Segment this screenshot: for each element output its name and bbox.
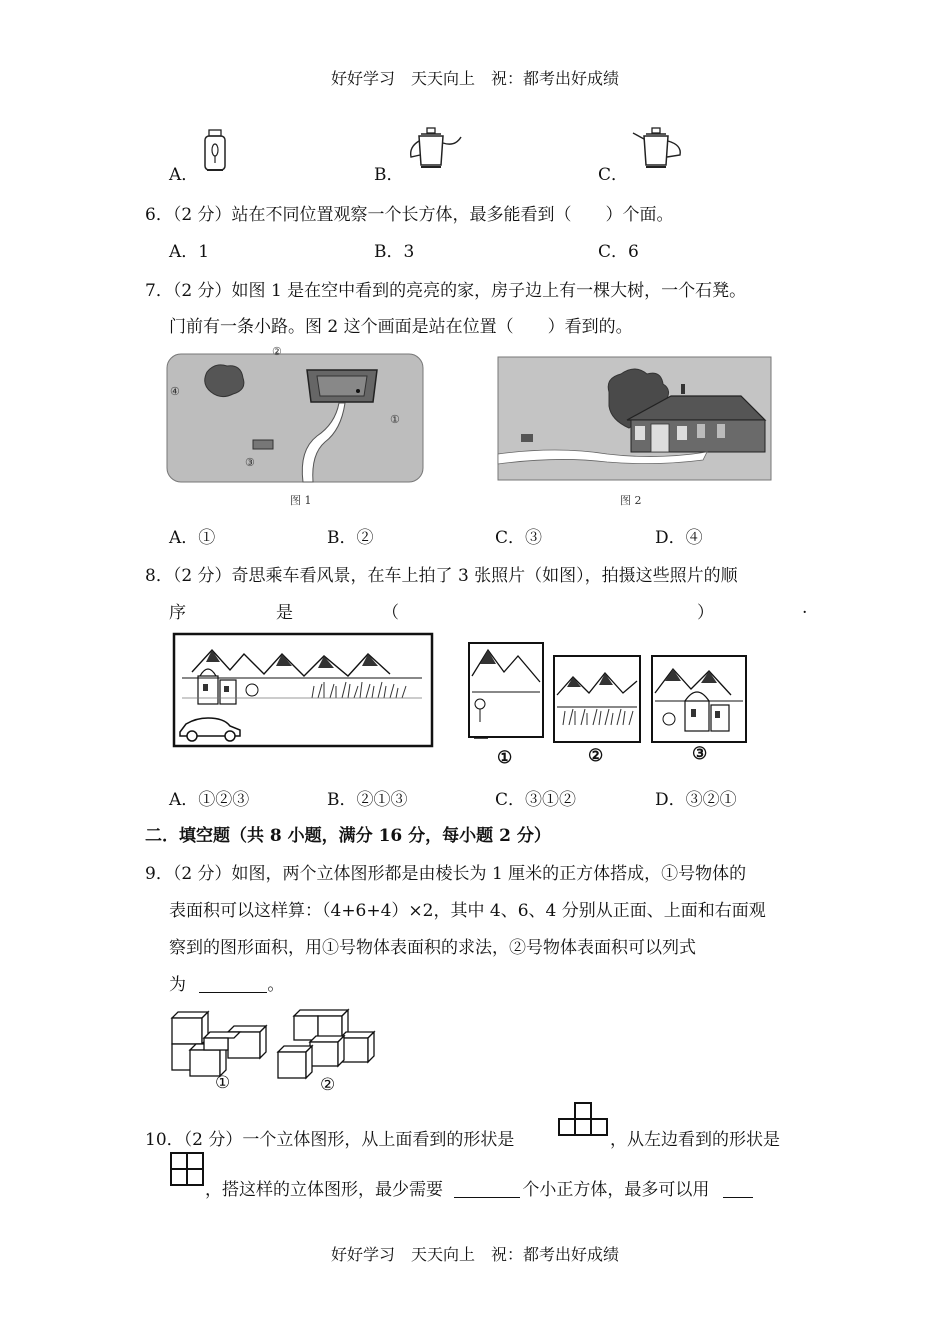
- section-2-title: 二．填空题（共 8 小题，满分 16 分，每小题 2 分）: [145, 826, 551, 846]
- scenery-panorama-image: [172, 632, 434, 748]
- q10-line2-part-a: ，搭这样的立体图形，最少需要: [205, 1180, 443, 1200]
- figure-1-caption: 图 1: [290, 494, 312, 507]
- q5-option-c-label: C．: [598, 165, 629, 185]
- position-2-marker: ②: [272, 345, 282, 358]
- q7-option-c: C．③: [495, 528, 543, 548]
- q5-option-a-label: A．: [169, 165, 199, 185]
- q8-option-c: C．③①②: [495, 790, 577, 810]
- q6-option-b: B．3: [374, 242, 415, 262]
- position-1-marker: ①: [390, 413, 400, 426]
- photo-2-image: [553, 655, 641, 747]
- q8-paren-close: ）: [697, 603, 714, 623]
- q8-option-a: A．①②③: [169, 790, 250, 810]
- q9-stem-line3: 察到的图形面积，用①号物体表面积的求法，②号物体表面积可以列式: [169, 938, 696, 958]
- cube-figure-2: [274, 1008, 378, 1084]
- photo-3-label: ③: [692, 744, 708, 764]
- q9-line4-prefix: 为: [169, 975, 186, 995]
- q6-option-a: A．1: [169, 242, 210, 262]
- page-footer: 好好学习 天天向上 祝：都考出好成绩: [331, 1245, 620, 1264]
- photo-3-image: [651, 655, 747, 747]
- figure-2-ground-view: [497, 356, 773, 482]
- q10-max-cubes-blank[interactable]: [723, 1179, 753, 1198]
- cube-figure-1-label: ①: [215, 1073, 231, 1093]
- q8-word-xu: 序: [169, 603, 186, 623]
- q10-line2-part-b: 个小正方体，最多可以用: [522, 1180, 710, 1200]
- q7-stem-line2: 门前有一条小路。图 2 这个画面是站在位置（ ）看到的。: [169, 317, 633, 337]
- q8-stem-line1: 8．（2 分）奇思乘车看风景，在车上拍了 3 张照片（如图），拍摄这些照片的顺: [145, 566, 738, 586]
- top-view-shape-icon: [558, 1101, 608, 1137]
- q5-option-b-label: B．: [374, 165, 404, 185]
- cube-figure-1: [170, 1010, 270, 1078]
- q8-word-shi: 是: [276, 603, 293, 623]
- q6-option-c: C．6: [598, 242, 639, 262]
- q10-stem-line1-b: ，从左边看到的形状是: [610, 1130, 780, 1150]
- q9-stem-line1: 9．（2 分）如图，两个立体图形都是由棱长为 1 厘米的正方体搭成，①号物体的: [145, 864, 747, 884]
- page-header: 好好学习 天天向上 祝：都考出好成绩: [331, 69, 620, 88]
- position-4-marker: ④: [170, 385, 180, 398]
- q9-stem-line4: [169, 970, 284, 995]
- teapot-front-view-icon: [200, 128, 230, 174]
- q7-stem-line1: 7．（2 分）如图 1 是在空中看到的亮亮的家，房子边上有一棵大树，一个石凳。: [145, 281, 747, 301]
- q6-stem: 6．（2 分）站在不同位置观察一个长方体，最多能看到（ ）个面。: [145, 205, 674, 225]
- q9-answer-blank[interactable]: [199, 974, 267, 993]
- cube-figure-2-label: ②: [320, 1075, 336, 1095]
- teapot-side-view-icon: [630, 127, 688, 171]
- q8-paren-open: （: [382, 603, 399, 623]
- q10-stem-line1-a: 10．（2 分）一个立体图形，从上面看到的形状是: [145, 1130, 515, 1150]
- teapot-side-view-icon: [407, 127, 463, 171]
- figure-1-aerial-view: [165, 350, 427, 488]
- q10-stem-line2: [205, 1175, 753, 1200]
- position-3-marker: ③: [245, 456, 255, 469]
- left-view-shape-icon: [169, 1151, 205, 1187]
- q8-option-b: B．②①③: [327, 790, 408, 810]
- figure-2-caption: 图 2: [620, 494, 642, 507]
- q9-line4-suffix: 。: [267, 975, 285, 995]
- q7-option-a: A．①: [169, 528, 216, 548]
- q7-option-d: D．④: [655, 528, 703, 548]
- q7-option-b: B．②: [327, 528, 374, 548]
- q8-period: .: [802, 598, 808, 618]
- q8-option-d: D．③②①: [655, 790, 737, 810]
- q9-stem-line2: 表面积可以这样算：（4+6+4）×2，其中 4、6、4 分别从正面、上面和右面观: [169, 901, 766, 921]
- photo-1-label: ①: [497, 748, 513, 768]
- q10-min-cubes-blank[interactable]: [454, 1179, 520, 1198]
- photo-1-image: [468, 642, 544, 746]
- photo-2-label: ②: [588, 746, 604, 766]
